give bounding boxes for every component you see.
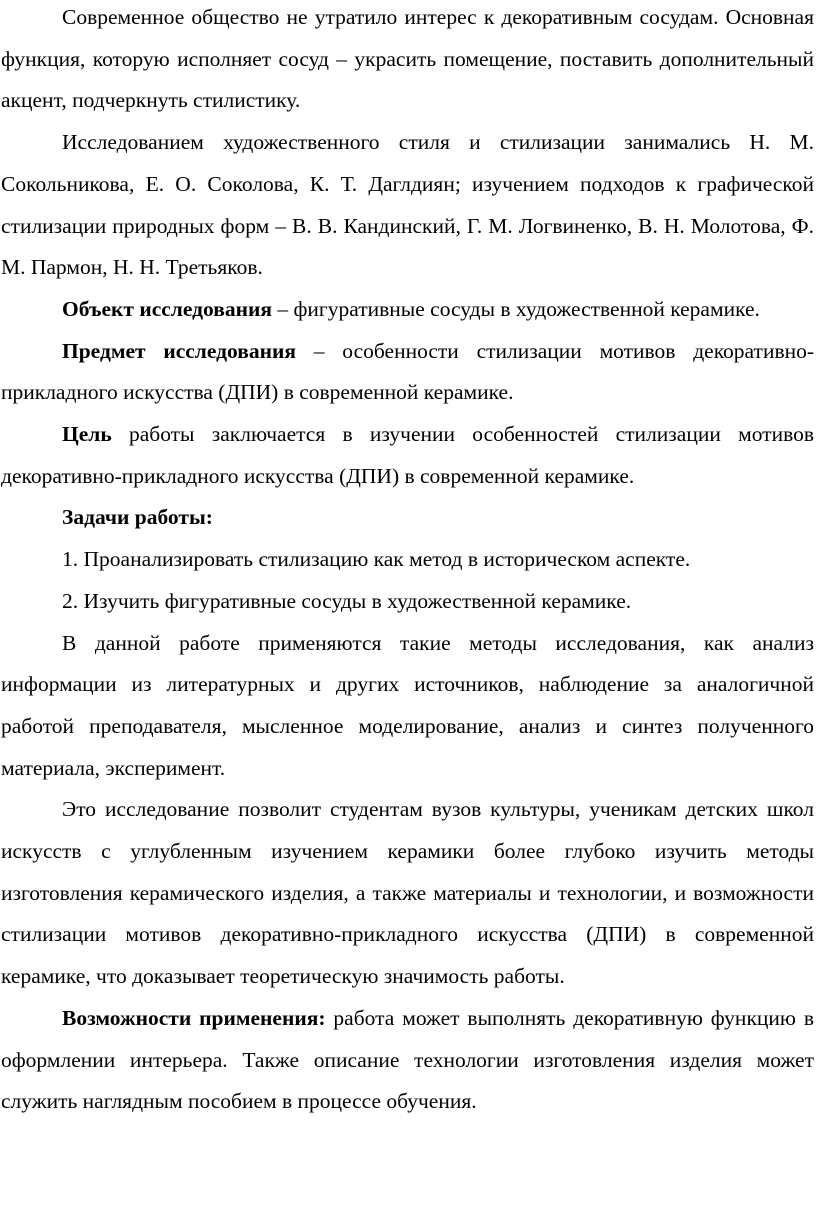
- goal-text: работы заключается в изучении особенностей стилизации мотивов декоративно-прикладного искусства (ДПИ) в современной керамике.: [1, 422, 814, 488]
- methods-paragraph: В данной работе применяются такие методы исследования, как анализ информации из литературных и других источников, наблюдение за аналогичной работой преподавателя, мысленное моделирование, анализ и синтез полученного материала, эксперимент.: [1, 630, 814, 780]
- research-subject-paragraph: [1, 331, 814, 414]
- significance-paragraph: Это исследование позволит студентам вузов культуры, ученикам детских школ искусств с углубленным изучением керамики более глубоко изучить методы изготовления керамического изделия, а также материалы и технологии, и возможности стилизации мотивов декоративно-прикладного искусства (ДПИ) в современной керамике, что доказывает теоретическую значимость работы.: [1, 797, 814, 989]
- research-subject-text: – особенности стилизации мотивов декоративно-прикладного искусства (ДПИ) в современной керамике.: [1, 338, 815, 405]
- tasks-heading-paragraph: [1, 497, 814, 539]
- research-object-label: Объект исследования: [62, 296, 272, 321]
- task-item: 2. Изучить фигуративные сосуды в художественной керамике.: [62, 588, 632, 613]
- researchers-paragraph: Исследованием художественного стиля и стилизации занимались Н. М. Сокольникова, Е. О. Соколова, К. Т. Даглдиян; изучением подходов к графической стилизации природных форм – В. В. Кандинский, Г. М. Логвиненко, В. Н. Молотова, Ф. М. Пармон, Н. Н. Третьяков.: [1, 130, 814, 280]
- task-item: 1. Проанализировать стилизацию как метод в историческом аспекте.: [62, 547, 691, 572]
- tasks-heading: Задачи работы:: [62, 505, 213, 530]
- research-subject-label: Предмет исследования: [62, 338, 296, 363]
- application-paragraph: [1, 998, 814, 1123]
- goal-paragraph: [1, 414, 814, 497]
- intro-paragraph: Современное общество не утратило интерес к декоративным сосудам. Основная функция, которую исполняет сосуд – украсить помещение, поставить дополнительный акцент, подчеркнуть стилистику.: [1, 5, 814, 113]
- application-text: работа может выполнять декоративную функцию в оформлении интерьера. Также описание технологии изготовления изделия может служить наглядным пособием в процессе обучения.: [1, 1005, 815, 1114]
- research-object-text: – фигуративные сосуды в художественной керамике.: [272, 296, 760, 321]
- goal-label: Цель: [62, 422, 112, 447]
- research-object-paragraph: [1, 289, 814, 331]
- application-label: Возможности применения:: [62, 1005, 326, 1030]
